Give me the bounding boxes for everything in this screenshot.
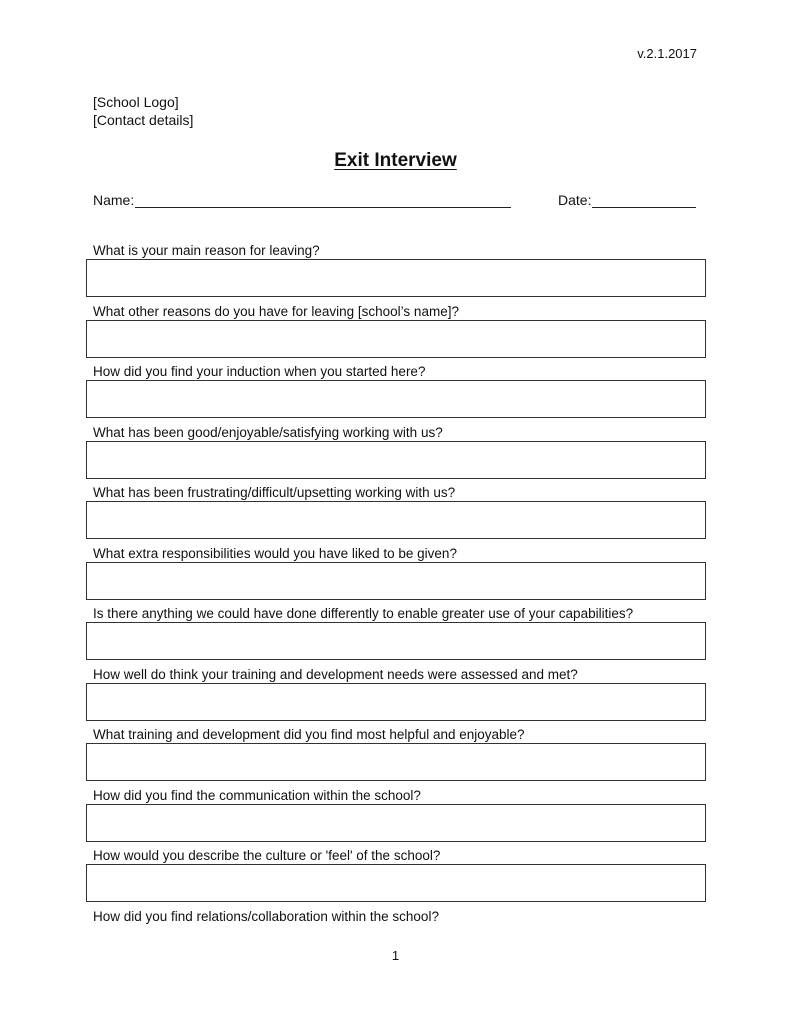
question-label: What is your main reason for leaving? bbox=[93, 243, 320, 258]
school-logo-placeholder: [School Logo] bbox=[93, 94, 179, 110]
question-label: How well do think your training and development needs were assessed and met? bbox=[93, 666, 578, 682]
question-item bbox=[86, 606, 706, 667]
question-label: What extra responsibilities would you have liked to be given? bbox=[93, 545, 457, 561]
answer-box[interactable] bbox=[86, 743, 706, 781]
question-item bbox=[86, 546, 706, 607]
date-field-row bbox=[558, 192, 696, 208]
answer-box[interactable] bbox=[86, 864, 706, 902]
question-item bbox=[86, 485, 706, 546]
answer-box[interactable] bbox=[86, 441, 706, 479]
answer-box[interactable] bbox=[86, 501, 706, 539]
school-header bbox=[93, 93, 193, 129]
question-item bbox=[86, 364, 706, 425]
question-label: How did you find your induction when you started here? bbox=[93, 364, 426, 379]
answer-box[interactable] bbox=[86, 622, 706, 660]
question-label: What other reasons do you have for leaving [school’s name]? bbox=[93, 303, 459, 319]
answer-box[interactable] bbox=[86, 320, 706, 358]
version-label: v.2.1.2017 bbox=[637, 46, 697, 61]
date-field[interactable] bbox=[592, 193, 696, 208]
answer-box[interactable] bbox=[86, 380, 706, 418]
name-field-row bbox=[93, 192, 511, 208]
question-item bbox=[86, 727, 706, 788]
question-item bbox=[86, 848, 706, 909]
contact-details-placeholder: [Contact details] bbox=[93, 112, 194, 128]
answer-box[interactable] bbox=[86, 683, 706, 721]
page-number: 1 bbox=[391, 948, 400, 963]
question-item bbox=[86, 788, 706, 849]
answer-box[interactable] bbox=[86, 562, 706, 600]
question-item bbox=[86, 304, 706, 365]
question-label: What training and development did you find most helpful and enjoyable? bbox=[93, 727, 525, 742]
page-title: Exit Interview bbox=[334, 150, 457, 171]
question-label: What has been frustrating/difficult/upsetting working with us? bbox=[93, 485, 456, 500]
name-field[interactable] bbox=[135, 193, 511, 208]
question-item bbox=[86, 243, 706, 304]
answer-box[interactable] bbox=[86, 804, 706, 842]
question-item bbox=[86, 425, 706, 486]
name-label: Name: bbox=[93, 192, 135, 208]
question-label: How would you describe the culture or 'feel' of the school? bbox=[93, 848, 441, 863]
question-item bbox=[86, 667, 706, 728]
question-list bbox=[86, 243, 706, 969]
answer-box[interactable] bbox=[86, 259, 706, 297]
question-label: Is there anything we could have done differently to enable greater use of your capabilities? bbox=[93, 606, 634, 621]
question-label: How did you find the communication within the school? bbox=[93, 787, 421, 803]
question-label: What has been good/enjoyable/satisfying working with us? bbox=[93, 424, 443, 440]
question-label: How did you find relations/collaboration within the school? bbox=[93, 908, 439, 924]
date-label: Date: bbox=[558, 192, 592, 208]
